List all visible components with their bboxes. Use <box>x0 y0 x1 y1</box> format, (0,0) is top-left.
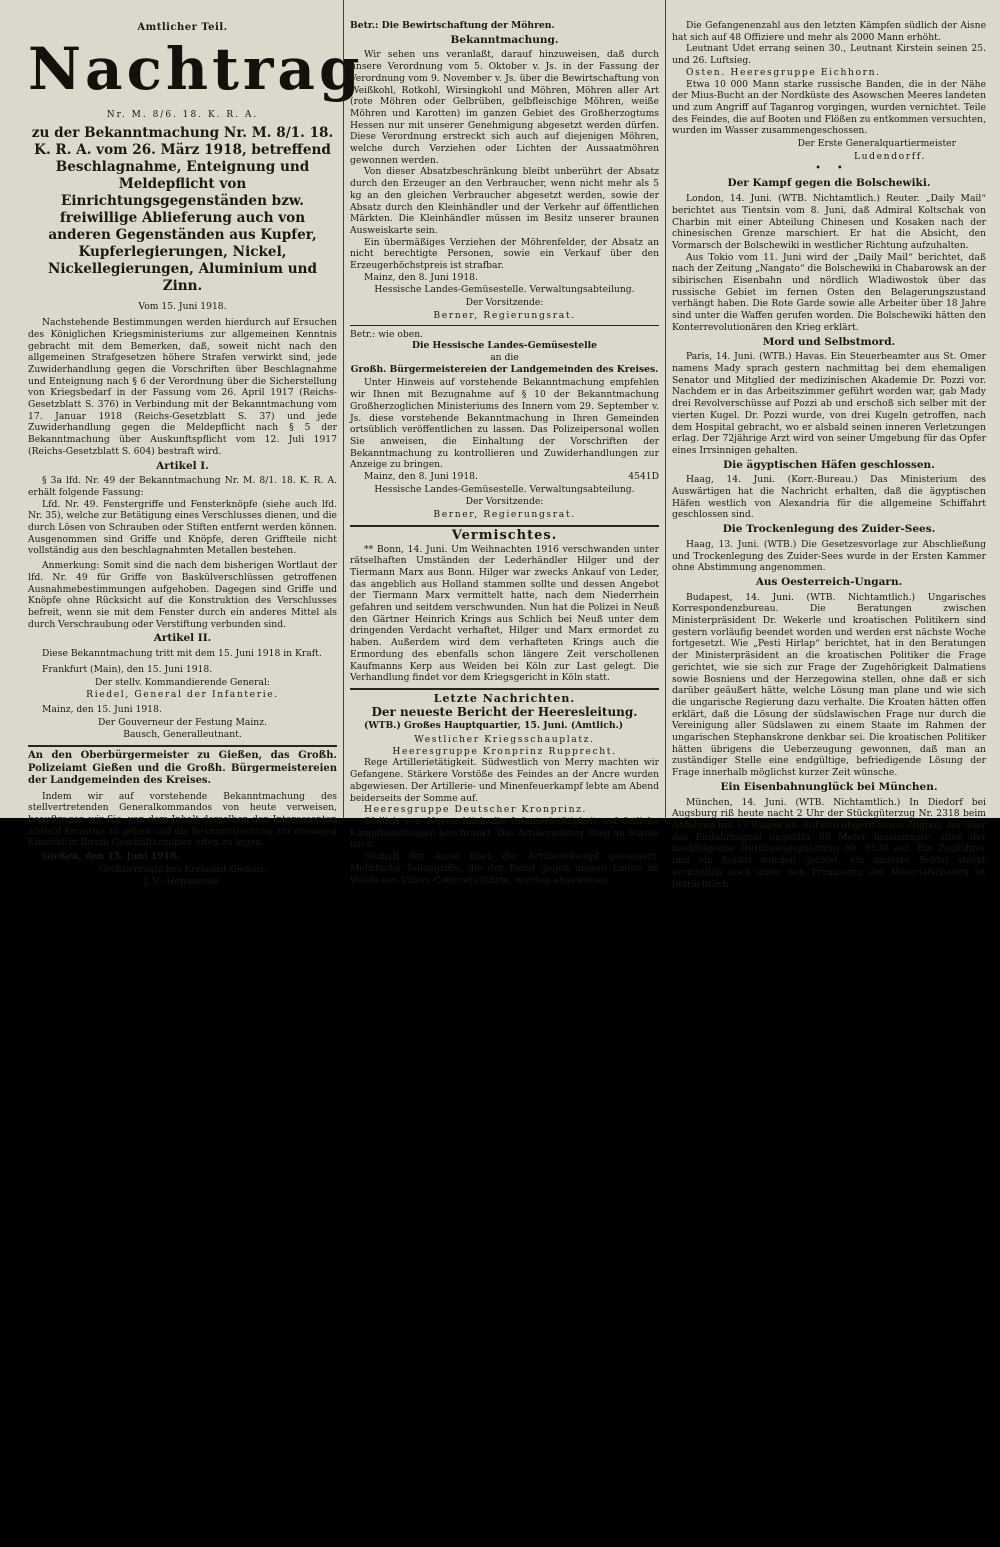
separator-dots: • • <box>815 163 843 175</box>
instruction-date: Mainz, den 8. Juni 1918. <box>364 471 478 483</box>
notice-signature-role: Der Vorsitzende: <box>465 297 544 309</box>
haag-paragraph-2: Haag, 13. Juni. (WTB.) Die Gesetzesvorlage zur Abschließung und Trockenlegung des Zuider-Sees wurde in der Ersten Kammer ohne Abstimmung angenommen. <box>672 538 986 574</box>
instruction-signature-name: Berner, Regierungsrat. <box>433 509 576 521</box>
tokio-paragraph: Aus Tokio vom 11. Juni wird der „Daily Mail“ berichtet, daß nach der Zeitung „Nangato“ die Bolschewiki in Chabarowsk an der sibirischen Eisenbahn und nördlich Wladiwostok über das russische Gebiet im fernen Osten den Belagerungszustand verhängt haben. Die Rote Garde sowie alle Arbeiter über 18 Jahre sind unter die Waffen gerufen worden. Die Bolschewiki hätten den Konterrevolutionären den Krieg erklärt. <box>672 251 986 333</box>
subject-line: Betr.: Die Bewirtschaftung der Möhren. <box>350 20 555 31</box>
railway-accident-heading: Ein Eisenbahnunglück bei München. <box>720 780 938 793</box>
giessen-date: Gießen, den 15. Juni 1918. <box>42 851 180 863</box>
army-group-crown-prince: Heeresgruppe Deutscher Kronprinz. <box>364 804 588 816</box>
air-victories-paragraph: Leutnant Udet errang seinen 30., Leutnant Kirstein seinen 25. und 26. Luftsieg. <box>672 43 986 67</box>
column-right <box>666 0 992 890</box>
notice-signature-office: Hessische Landes-Gemüsestelle. Verwaltungsabteilung. <box>374 284 635 296</box>
instruction-signature-office: Hessische Landes-Gemüsestelle. Verwaltungsabteilung. <box>374 483 635 495</box>
article-2-text: Diese Bekanntmachung tritt mit dem 15. Juni 1918 in Kraft. <box>42 648 322 660</box>
instruction-code: 4541D <box>628 471 659 483</box>
subject-line-2: Betr.: wie oben. <box>350 328 424 340</box>
zuider-zee-heading: Die Trockenlegung des Zuider-Sees. <box>722 523 936 536</box>
london-paragraph: London, 14. Juni. (WTB. Nichtamtlich.) Reuter. „Daily Mail“ berichtet aus Tientsin vom 8. Juni, daß Admiral Koltschak von Charbin mit einer Abteilung Chinesen und Kosaken nach der chinesischen Grenze marschiert. Er hat die Absicht, den Vormarsch der Bolschewiki in westlicher Richtung aufzuhalten. <box>672 193 986 251</box>
column-middle <box>344 0 666 886</box>
note-paragraph: Anmerkung: Somit sind die nach dem bisherigen Wortlaut der lfd. Nr. 49 für Griffe von Baskülverschlüssen getroffenen Ausnahmebestimmungen aufgehoben. Dagegen sind Griffe und Knöpfe ohne Rücksicht auf die Konstruktion des Verschlusses befreit, wenn sie mit dem Fenster durch ein anderes Mittel als durch Verschraubung oder Verstiftung verbunden sind. <box>28 560 337 630</box>
bolsheviks-heading: Der Kampf gegen die Bolschewiki. <box>727 177 931 190</box>
prisoners-paragraph: Die Gefangenenzahl aus den letzten Kämpfen südlich der Aisne hat sich auf 48 Offiziere und mehr als 2000 Mann erhöht. <box>672 20 986 43</box>
article-1-title: Artikel I. <box>156 459 209 472</box>
austria-hungary-heading: Aus Oesterreich-Ungarn. <box>755 575 903 588</box>
munich-paragraph: München, 14. Juni. (WTB. Nichtamtlich.) In Diedorf bei Augsburg riß heute nacht 2 Uhr der Stückgüterzug Nr. 2318 beim Abfahren mit 17 Wagen ab. Auf den abgerissenen Zugteil, der über das Einfahrtsignal ungefähr 80 Meter hinausragte, stieß der nachfolgende Durchgangsgüterzug Nr. 6130 auf. Ein Zugführer und ein Soldat wurden getötet, ein anderer Soldat steckt vermutlich noch unter den Trümmern; der Materialschaden ist beträchtlich. <box>672 796 986 890</box>
bonn-article: ** Bonn, 14. Juni. Um Weihnachten 1916 verschwanden unter rätselhaften Umständen der Lederhändler Hilger und der Tiermann Marx aus Bonn. Hilger war zwecks Ankauf von Leder, das angeblich aus Holland stammen sollte und dessen Angebot der Tiermann Marx vermittelt hatte, nach dem Niederrhein gefahren und seitdem verschwunden. Nun hat die Polizei in Neuß den Gärtner Heinrich Krings aus Schlich bei Neuß unter dem dringenden Verdacht verhaftet, Hilger und Marx ermordet zu haben. Außerdem wird dem verhafteten Krings auch die Ermordung des ebenfalls schon längere Zeit verschollenen Kaufmanns Kerp aus Weiden bei Köln zur Last gelegt. Die Verhandlung findet vor dem Kriegsgericht in Köln statt. <box>350 543 659 684</box>
reference-number: Nr. M. 8/6. 18. K. R. A. <box>106 109 259 120</box>
divider <box>350 325 659 326</box>
haag-paragraph-1: Haag, 14. Juni. (Korr.-Bureau.) Das Ministerium des Auswärtigen hat die Nachricht erhalten, daß die ägyptischen Häfen westlich von Alexandria für die allgemeine Schiffahrt geschlossen sind. <box>672 474 986 521</box>
latest-news-heading: Letzte Nachrichten. <box>433 691 576 705</box>
notice-signature-name: Berner, Regierungsrat. <box>433 309 576 321</box>
column-left <box>22 0 364 888</box>
budapest-paragraph: Budapest, 14. Juni. (WTB. Nichtamtlich.) Ungarisches Korrespondenzbureau. Die Beratungen zwischen Ministerpräsident Dr. Wekerle und kroatischen Politikern sind gestern vorläufig beendet worden und werden erst nächste Woche fortgesetzt. Wie „Pesti Hirlap“ berichtet, hat in den Beratungen der Ministerpräsident an die kroatischen Politiker die Frage gerichtet, wie sie sich zur Frage der Zugehörigkeit Dalmatiens sowie Bosniens und der Herzegowina stellen, ohne daß er sich darüber geäußert hätte, welche Lösung man plane und wie sich die ungarische Regierung dazu verhalte. Die Kroaten hätten offen erklärt, daß die Lösung der südslawischen Frage nur durch die Vereinigung aller Südslawen zu einem Staate im Rahmen der ungarischen Stephanskrone denkbar sei. Die kroatischen Politiker hätten übrigens die Ueberzeugung gewonnen, daß man an zuständiger Stelle eine endgültige, befriedigende Lösung der Frage innerhalb möglichst kurzer Zeit wünsche. <box>672 591 986 779</box>
army-report-dateline: (WTB.) Großes Hauptquartier, 15. Juni. (Amtlich.) <box>364 720 624 732</box>
divider <box>350 525 659 527</box>
notice-paragraph-3: Ein übermäßiges Verziehen der Möhrenfelder, der Absatz an nicht berechtigte Personen, sowie ein Verkauf über den Erzeugerhöchstpreis ist strafbar. <box>350 236 659 272</box>
announcement-title: zu der Bekanntmachung Nr. M. 8/1. 18. K. R. A. vom 26. März 1918, betreffend Beschlagnahme, Enteignung und Meldepflicht von Einrichtungsgegenständen bzw. freiwillige Ablieferung auch von anderen Gegenständen aus Kupfer, Kupferlegierungen, Nickel, Nickellegierungen, Aluminium und Zinn. <box>31 125 334 295</box>
section-header: Amtlicher Teil. <box>137 22 228 33</box>
frankfurt-signature-title: Der stellv. Kommandierende General: <box>94 676 271 688</box>
notice-date: Mainz, den 8. Juni 1918. <box>364 271 478 283</box>
mainz-signature-name: Bausch, Generalleutnant. <box>123 729 242 741</box>
egypt-ports-heading: Die ägyptischen Häfen geschlossen. <box>723 458 935 471</box>
intro-paragraph: Nachstehende Bestimmungen werden hierdurch auf Ersuchen des Königlichen Kriegsministeriums zur allgemeinen Kenntnis gebracht mit dem Bemerken, daß, soweit nicht nach den allgemeinen Strafgesetzen höhere Strafen verwirkt sind, jede Zuwiderhandlung gegen die Vorschriften über Beschlagnahme und Enteignung nach § 6 der Verordnung über die Sicherstellung von Kriegsbedarf in der Fassung vom 26. April 1917 (Reichs-Gesetzblatt S. 376) in Verbindung mit der Bekanntmachung vom 17. Januar 1918 (Reichs-Gesetzblatt S. 37) und jede Zuwiderhandlung gegen die Meldepflicht nach § 5 der Bekanntmachung über Auskunftspflicht vom 12. Juli 1917 (Reichs-Gesetzblatt S. 604) bestraft wird. <box>28 317 337 457</box>
report-signature-title: Der Erste Generalquartiermeister <box>797 138 956 150</box>
notice-paragraph-2: Von dieser Absatzbeschränkung bleibt unberührt der Absatz durch den Erzeuger an den Verbraucher, wenn nicht mehr als 5 kg an den gleichen Verbraucher abgesetzt werden, sowie der Absatz durch den Kleinhändler und der Verkehr auf öffentlichen Märkten. Die Kleinhändler müssen im Besitz unserer braunen Ausweiskarte sein. <box>350 166 659 236</box>
report-paragraph-3: Südlich der Aisne blieb der Artilleriekampf gesteigert. Mehrfache Teilangriffe, die der Feind gegen unsere Linien im Walde von Villers-Cotterets führte, wurden abgewiesen. <box>350 851 659 886</box>
addressee-text: Indem wir auf vorstehende Bekanntmachung des stellvertretenden Generalkommandos von heute verweisen, beauftragen wir Sie, von dem Inhalt derselben den Interessenten alsbald Kenntnis zu geben und die Bekanntmachung zur etwaigen Einsicht in Ihrem Geschäftszimmer offen zu legen. <box>28 790 337 849</box>
mainz-date: Mainz, den 15. Juni 1918. <box>42 703 162 715</box>
miscellaneous-heading: Vermischtes. <box>451 527 558 543</box>
instruction-date-row <box>350 471 659 483</box>
report-paragraph-2: Südlich von Noyon blieb die Infanterietätigkeit auf örtliche Kampfhandlungen beschränkt. Das Artilleriefeuer stieg an Stärke nach. <box>350 816 659 851</box>
frankfurt-signature-name: Riedel, General der Infanterie. <box>86 689 279 701</box>
instruction-signature-role: Der Vorsitzende: <box>465 496 544 508</box>
report-signature-name: Ludendorff. <box>853 150 926 162</box>
notice-heading: Bekanntmachung. <box>450 33 559 46</box>
western-front-heading: Westlicher Kriegsschauplatz. <box>414 734 595 746</box>
article-1-text: § 3a lfd. Nr. 49 der Bekanntmachung Nr. M. 8/1. 18. K. R. A. erhält folgende Fassung: <box>28 475 337 498</box>
army-group-rupprecht: Heeresgruppe Kronprinz Rupprecht. <box>392 745 617 757</box>
giessen-signature-name: J. V.: Hemmerde. <box>143 876 222 888</box>
paris-paragraph: Paris, 14. Juni. (WTB.) Havas. Ein Steuerbeamter aus St. Omer namens Mady sprach gestern nachmittag bei dem ehemaligen Senator und Mitglied der medizinischen Akademie Dr. Pozzi vor. Nachdem er in das Arbeitszimmer geführt worden war, gab Mady drei Revolverschüsse auf Pozzi ab und erschoß sich selber mit der vierten Kugel. Dr. Pozzi wurde, von drei Kugeln getroffen, nach dem Hospital gebracht, wo er alsbald seinen inneren Verletzungen erlag. Der 72jährige Arzt wird von seiner Umgebung für das Opfer eines Irrsinnigen gehalten. <box>672 351 986 456</box>
murder-heading: Mord und Selbstmord. <box>762 335 896 348</box>
page-title: Nachtrag <box>28 34 364 103</box>
eastern-front-paragraph: Etwa 10 000 Mann starke russische Banden, die in der Nähe der Mius-Bucht an der Nordküste des Asowschen Meeres landeten und zum Angriff auf Taganrog vorgingen, wurden vernichtet. Teile des Feindes, die auf Booten und Flößen zu entkommen versuchten, wurden im Wasser zusammengeschossen. <box>672 78 986 137</box>
frankfurt-date: Frankfurt (Main), den 15. Juni 1918. <box>42 663 213 675</box>
addressee-line-3: Großh. Bürgermeistereien der Landgemeinden des Kreises. <box>350 363 659 375</box>
army-report-heading: Der neueste Bericht der Heeresleitung. <box>371 704 638 719</box>
addressee-heading: An den Oberbürgermeister zu Gießen, das Großh. Polizeiamt Gießen und die Großh. Bürgermeistereien der Landgemeinden des Kreises. <box>28 750 337 787</box>
report-paragraph-1: Rege Artillerietätigkeit. Südwestlich von Merry machten wir Gefangene. Stärkere Vorstöße des Feindes an der Ancre wurden abgewiesen. Der Artillerie- und Minenfeuerkampf lebte am Abend beiderseits der Somme auf. <box>350 757 659 804</box>
addressee-line-2: an die <box>490 351 519 363</box>
addressee-line-1: Die Hessische Landes-Gemüsestelle <box>412 340 597 352</box>
article-2-title: Artikel II. <box>153 632 212 645</box>
article-1-item: Lfd. Nr. 49. Fenstergriffe und Fensterknöpfe (siehe auch lfd. Nr. 35), welche zur Betätigung eines Verschlusses dienen, und die durch Lösen von Schrauben oder Stiften entfernt werden können. Ausgenommen sind Griffe und Knöpfe, deren Griffteile nicht vollständig aus den beschlagnahmten Metallen bestehen. <box>28 498 337 557</box>
divider <box>28 745 337 747</box>
giessen-signature-office: Großherzogliches Kreisamt Gießen. <box>99 863 266 875</box>
divider <box>350 688 659 690</box>
announcement-date: Vom 15. Juni 1918. <box>138 301 227 313</box>
mainz-signature-title: Der Gouverneur der Festung Mainz. <box>98 716 267 728</box>
notice-paragraph-1: Wir sehen uns veranlaßt, darauf hinzuweisen, daß durch unsere Verordnung vom 5. Oktober v. Js. in der Fassung der Verordnung vom 9. November v. Js. über die Bewirtschaftung von Weißkohl, Rotkohl, Wirsingkohl und Möhren, Möhren aller Art (rote Möhren oder Gelbrüben, gelbfleischige Möhren, weiße Möhren und Karotten) im ganzen Gebiet des Großherzogtums Hessen nur mit unserer Genehmigung abgesetzt werden dürfen. Diese Verordnung erstreckt sich auch auf diejenigen Möhren, welche durch Verziehen oder Lichten der Aussaatmöhren gewonnen werden. <box>350 49 659 166</box>
eastern-front-heading: Osten. Heeresgruppe Eichhorn. <box>686 66 881 78</box>
instruction-paragraph: Unter Hinweis auf vorstehende Bekanntmachung empfehlen wir Ihnen mit Bezugnahme auf § 10 der Bekanntmachung Großherzoglichen Ministeriums des Innern vom 29. September v. Js. diese vorstehende Bekanntmachung in Ihren Gemeinden ortsüblich veröffentlichen zu lassen. Das Polizeipersonal wollen Sie anweisen, die Einhaltung der Vorschriften der Bekanntmachung zu kontrollieren und Zuwiderhandlungen zur Anzeige zu bringen. <box>350 377 659 471</box>
